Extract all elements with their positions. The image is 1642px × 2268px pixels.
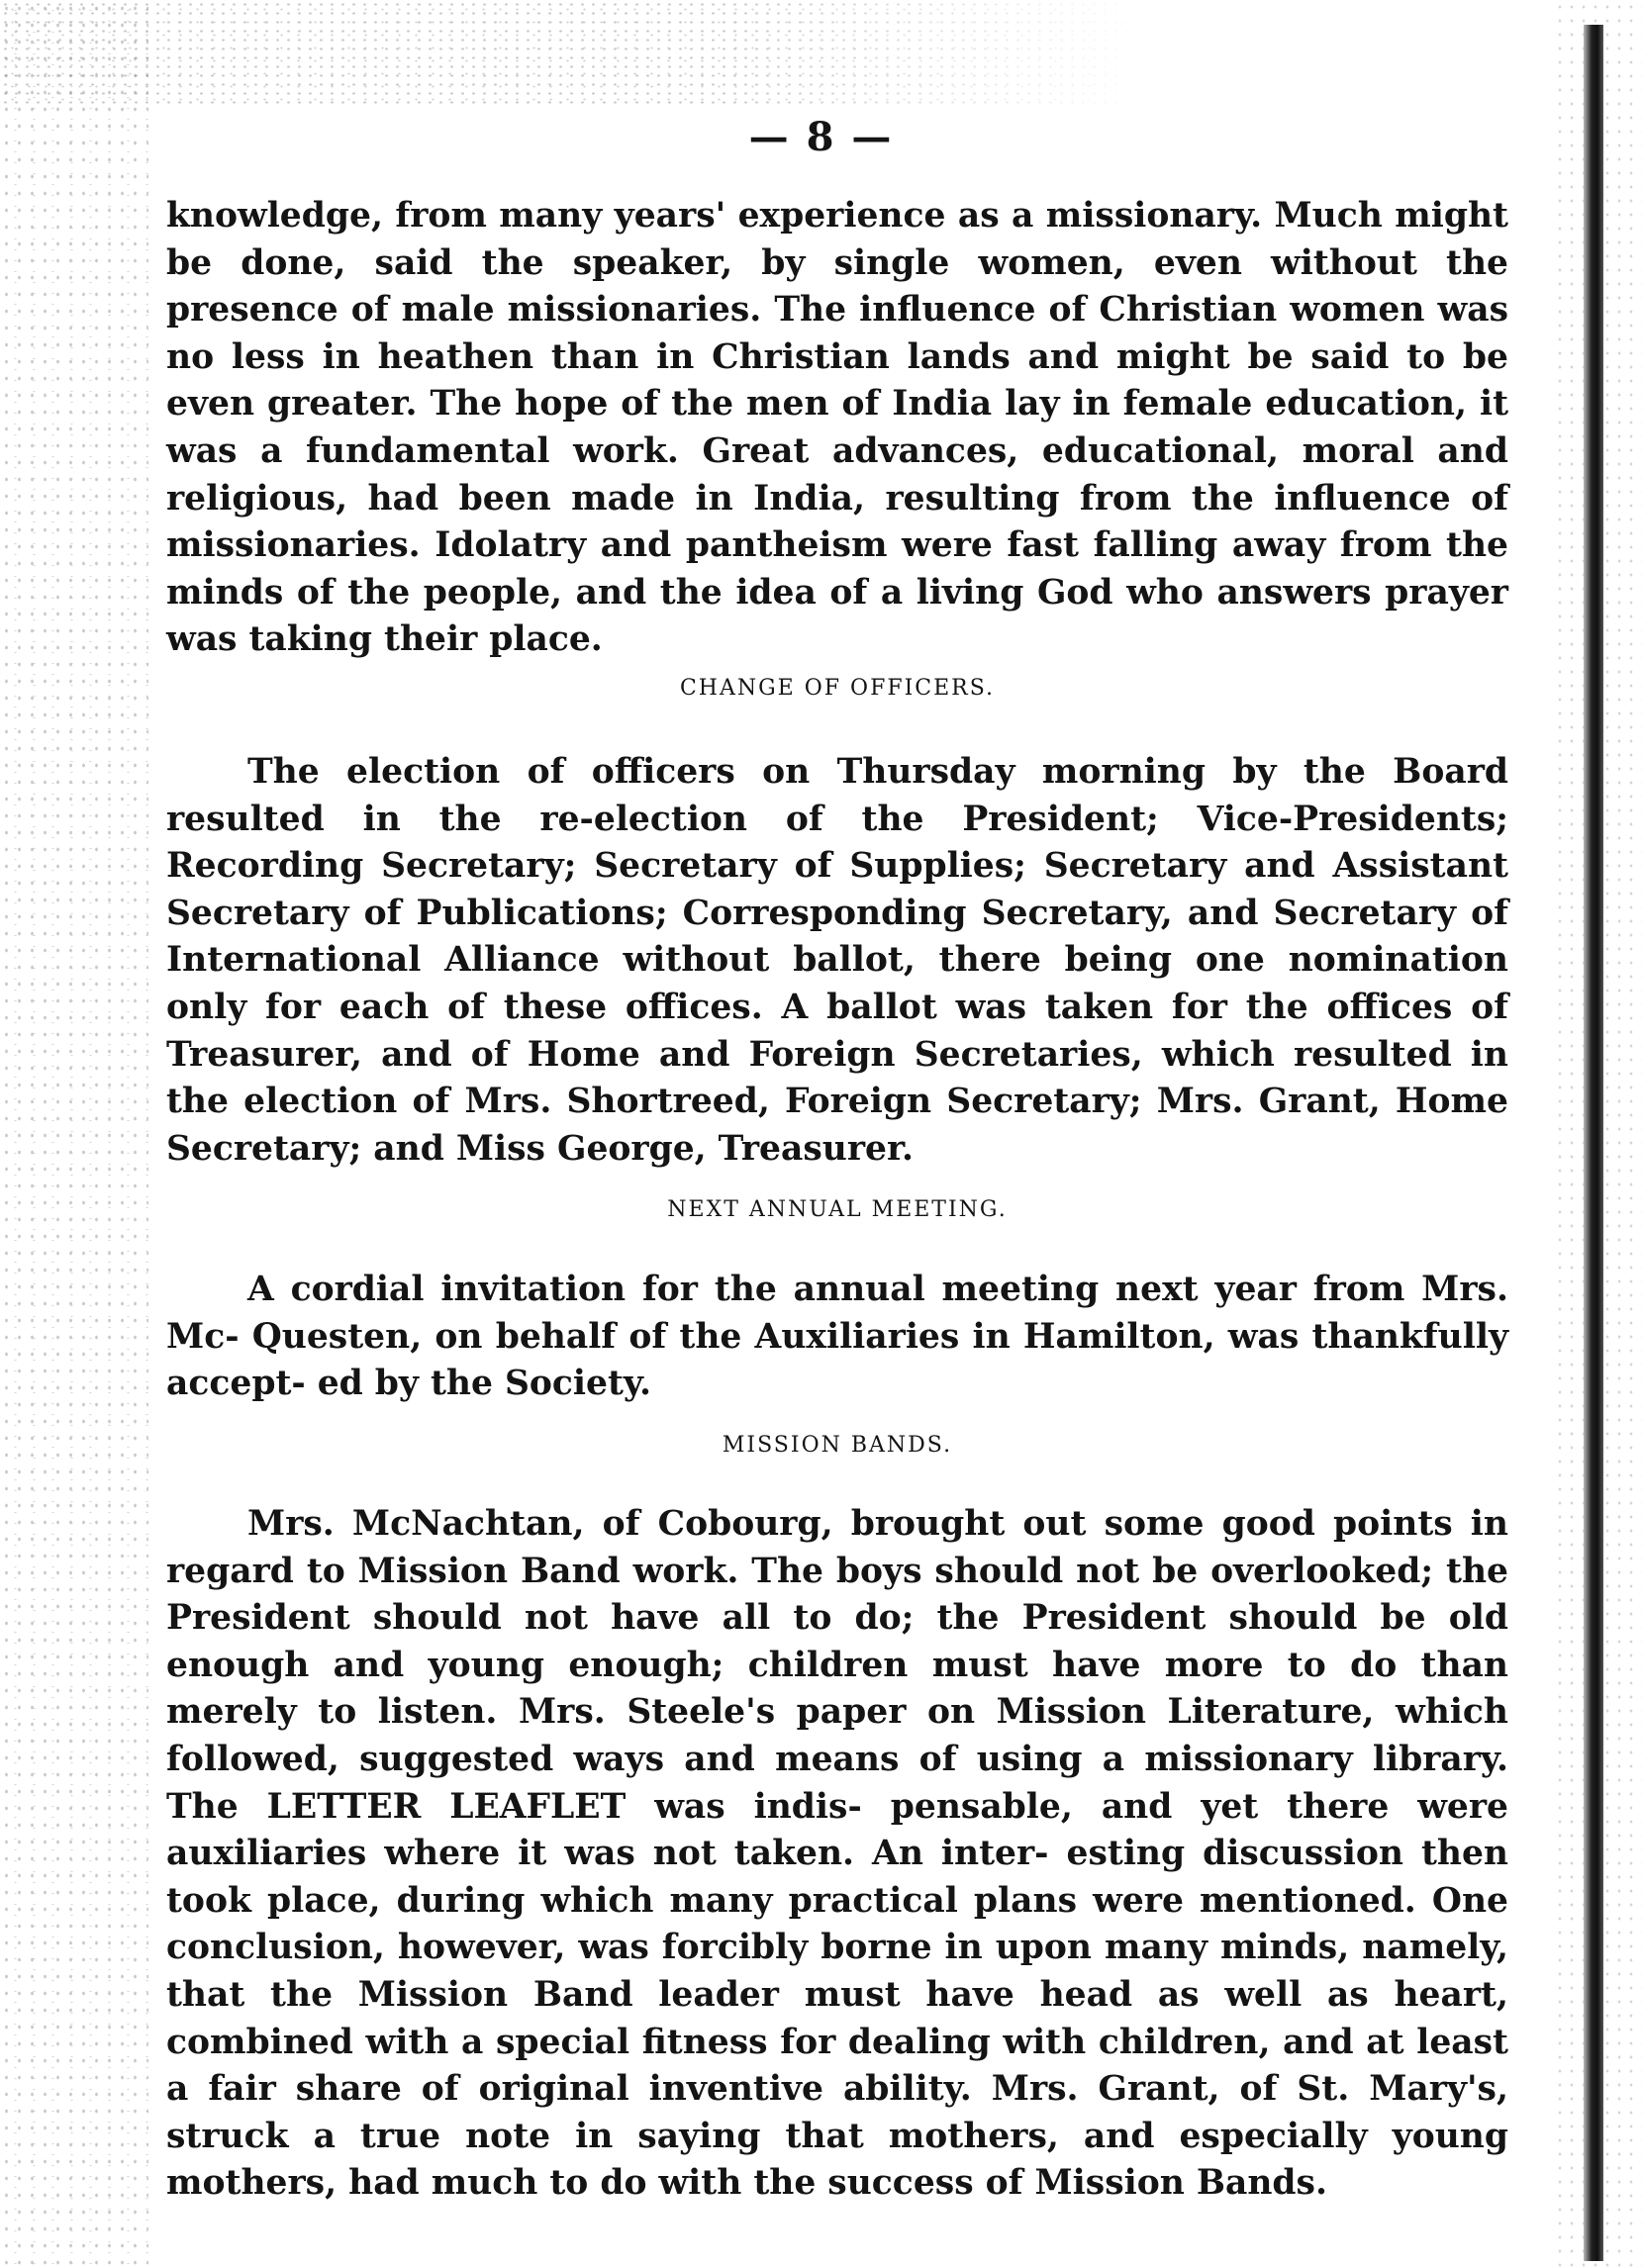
paragraph-lines	[166, 1267, 1508, 1408]
text-line: missionaries. The influence of Christian women was no less in heathen	[166, 290, 1508, 377]
text-line: pensable, and yet there were auxiliaries where it was not taken. An inter-	[166, 1786, 1508, 1874]
scan-noise-top	[0, 0, 1642, 109]
text-line: Corresponding Secretary, and Secretary of International Alliance without	[166, 893, 1508, 981]
text-line: which resulted in the election of Mrs. Shortreed, Foreign Secretary; Mrs.	[166, 1034, 1508, 1122]
page-number: — 8 —	[748, 114, 894, 160]
page-edge-shadow	[1584, 25, 1603, 2261]
text-line: means of using a missionary library. The LETTER LEAFLET was indis-	[166, 1739, 1508, 1827]
text-line: fair share of original inventive ability. Mrs. Grant, of St. Mary's, struck	[166, 2069, 1508, 2156]
text-line: A cordial invitation for the annual meeting next year from Mrs. Mc-	[166, 1270, 1508, 1357]
text-line: Steele's paper on Mission Literature, which followed, suggested ways and	[166, 1692, 1508, 1779]
text-line: The election of officers on Thursday morning by the Board resulted	[166, 752, 1508, 839]
text-line: Great advances, educational, moral and religious, had been made in India,	[166, 430, 1508, 519]
section-heading-change-of-officers: CHANGE OF OFFICERS.	[679, 676, 996, 701]
scan-noise-left	[0, 0, 148, 2268]
text-line: was taken for the offices of Treasurer, and of Home and Foreign Secretaries,	[166, 987, 1508, 1075]
text-line: done, said the speaker, by single women, even without the presence of male	[166, 242, 1508, 331]
text-line: a true note in saying that mothers, and especially young mothers, had	[166, 2116, 1509, 2204]
text-line: Questen, on behalf of the Auxiliaries in Hamilton, was thankfully accept-	[166, 1316, 1508, 1404]
paragraph-lines	[166, 1501, 1508, 2208]
text-line: ballot, there being one nomination only for each of these offices. A ballot	[166, 940, 1508, 1027]
text-line: esting discussion then took place, during which many practical plans were	[166, 1834, 1509, 1921]
text-line: resulting from the influence of missionaries. Idolatry and pantheism were	[166, 478, 1508, 566]
paragraph-change-of-officers	[166, 749, 1508, 1173]
text-line: in the re-election of the President; Vice-Presidents; Recording Secretary;	[166, 799, 1508, 887]
text-line: namely, that the Mission Band leader must have head as well as heart,	[166, 1928, 1509, 2015]
text-line: than in Christian lands and might be said to be even greater. The hope	[166, 336, 1508, 425]
text-line: much to do with the success of Mission Bands.	[431, 2163, 1327, 2204]
text-line: knowledge, from many years' experience as a missionary. Much might be	[166, 196, 1508, 283]
text-line: of the men of India lay in female education, it was a fundamental work.	[166, 384, 1509, 471]
text-line: Secretary of Supplies; Secretary and Assistant Secretary of Publications;	[166, 846, 1508, 933]
paragraph-mission-bands	[166, 1501, 1508, 2208]
text-line: enough; children must have more to do than merely to listen. Mrs.	[166, 1645, 1509, 1733]
text-line: should not have all to do; the President should be old enough and young	[166, 1598, 1508, 1685]
paragraph-lines	[166, 193, 1508, 664]
section-heading-mission-bands: MISSION BANDS.	[722, 1433, 953, 1458]
text-line: mentioned. One conclusion, however, was forcibly borne in upon many minds,	[166, 1880, 1509, 1968]
text-line: fast falling away from the minds of the people, and the idea of a living	[166, 525, 1509, 613]
text-line: Grant, Home Secretary; and Miss George, Treasurer.	[166, 1082, 1508, 1169]
text-line: to Mission Band work. The boys should not be overlooked; the President	[166, 1551, 1508, 1639]
paragraph-next-annual-meeting	[166, 1267, 1508, 1408]
section-heading-next-annual-meeting: NEXT ANNUAL MEETING.	[667, 1197, 1008, 1222]
text-line: combined with a special fitness for dealing with children, and at least a	[166, 2022, 1508, 2110]
text-line: ed by the Society.	[317, 1364, 651, 1404]
paragraph-lines	[166, 749, 1508, 1173]
text-line: God who answers prayer was taking their place.	[166, 572, 1508, 660]
text-line: Mrs. McNachtan, of Cobourg, brought out some good points in regard	[166, 1504, 1508, 1591]
paragraph-intro	[166, 193, 1508, 664]
